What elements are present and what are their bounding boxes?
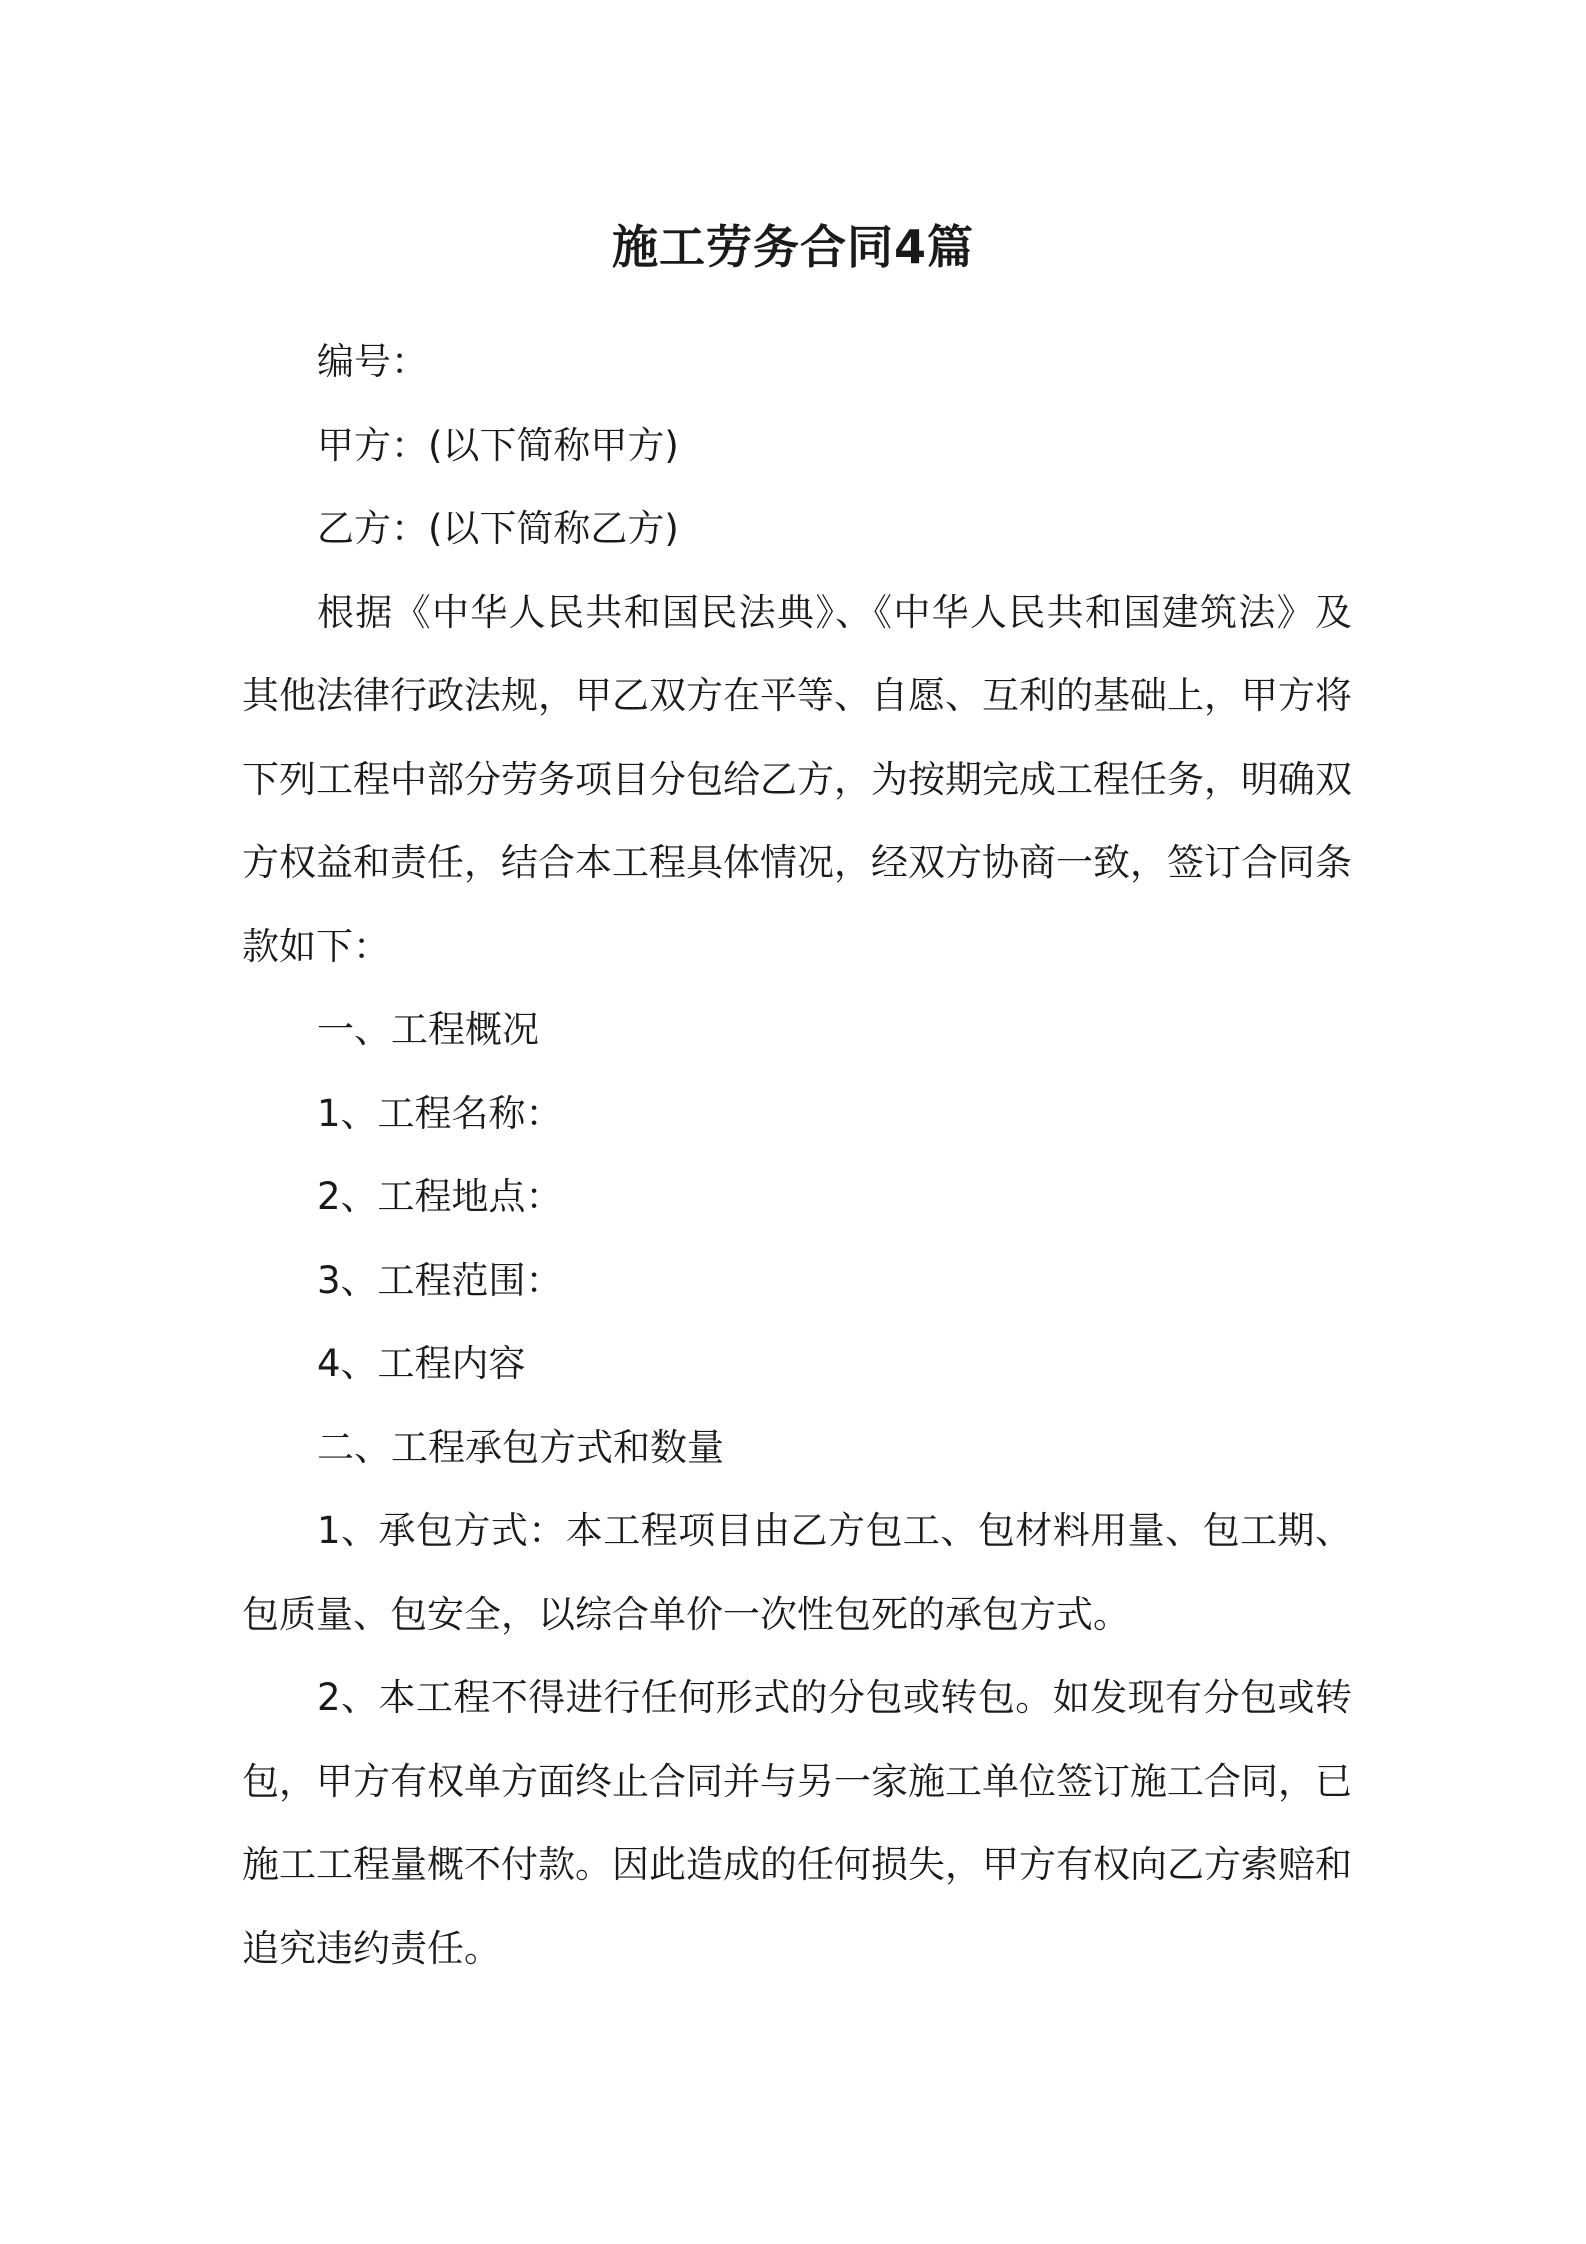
contract-number-line: 编号： <box>317 340 428 383</box>
project-name-line: 1、工程名称： <box>317 1091 563 1135</box>
party-a-line: 甲方：(以下简称甲方) <box>317 423 679 467</box>
document-body <box>242 320 1352 1990</box>
subcontract-prohibition-paragraph: 2、本工程不得进行任何形式的分包或转包。如发现有分包或转包，甲方有权单方面终止合同并与另一家施工单位签订施工合同，已施工工程量概不付款。因此造成的任何损失，甲方有权向乙方索赔和追究违约责任。 <box>242 1676 1352 1970</box>
section-heading-1: 一、工程概况 <box>317 1008 539 1051</box>
project-content-line: 4、工程内容 <box>317 1342 526 1385</box>
section-heading-2: 二、工程承包方式和数量 <box>317 1425 724 1469</box>
project-scope-line: 3、工程范围： <box>317 1258 563 1302</box>
party-b-line: 乙方：(以下简称乙方) <box>317 507 679 550</box>
document-title: 施工劳务合同4篇 <box>611 220 974 274</box>
project-location-line: 2、工程地点： <box>317 1175 563 1218</box>
contract-method-paragraph: 1、承包方式：本工程项目由乙方包工、包材料用量、包工期、包质量、包安全，以综合单价一次性包死的承包方式。 <box>242 1509 1352 1636</box>
preamble-paragraph: 根据《中华人民共和国民法典》、《中华人民共和国建筑法》及其他法律行政法规，甲乙双方在平等、自愿、互利的基础上，甲方将下列工程中部分劳务项目分包给乙方，为按期完成工程任务，明确双方权益和责任，结合本工程具体情况，经双方协商一致，签订合同条款如下： <box>242 590 1352 968</box>
